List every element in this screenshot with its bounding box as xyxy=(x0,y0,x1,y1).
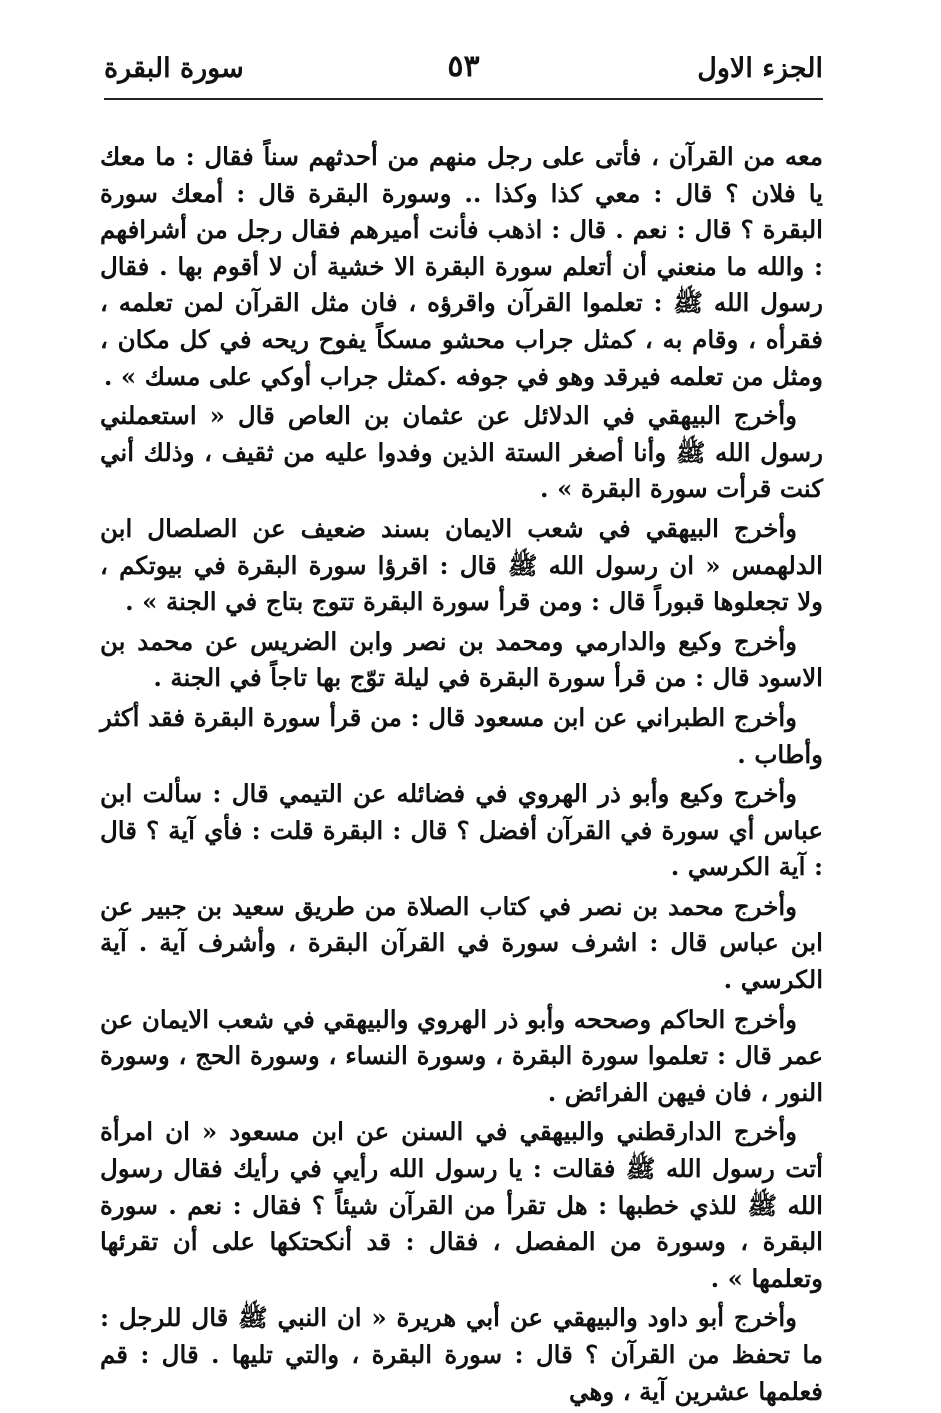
paragraph: وأخرج وكيع وأبو ذر الهروي في فضائله عن التيمي قال : سألت ابن عباس أي سورة في القرآن أفضل ؟ قال : البقرة قلت : فأي آية ؟ قال : آية الكرسي . xyxy=(100,779,823,882)
paragraph: وأخرج أبو داود والبيهقي عن أبي هريرة « ان النبي ﷺ قال للرجل : ما تحفظ من القرآن ؟ قال : سورة البقرة ، والتي تليها . قال : قم فعلمها عشرين آية ، وهي xyxy=(100,1303,823,1406)
paragraph: وأخرج محمد بن نصر في كتاب الصلاة من طريق سعيد بن جبير عن ابن عباس قال : اشرف سورة في القرآن البقرة ، وأشرف آية . آية الكرسي . xyxy=(100,891,823,995)
paragraph: وأخرج الدارقطني والبيهقي في السنن عن ابن مسعود « ان امرأة أتت رسول الله ﷺ فقالت : يا رسول الله رأيي في رأيك فقال رسول الله ﷺ للذي خطبها : هل تقرأ من القرآن شيئاً ؟ فقال : نعم . سورة البقرة ، وسورة من المفصل ، فقال : قد أنكحتكها على أن تقرئها وتعلمها » . xyxy=(100,1117,823,1293)
running-head-surah: سورة البقرة xyxy=(104,53,244,84)
header-rule xyxy=(104,98,823,100)
running-head-part: الجزء الاول xyxy=(697,53,823,84)
paragraph: وأخرج الحاكم وصححه وأبو ذر الهروي والبيهقي في شعب الايمان عن عمر قال : تعلموا سورة البقرة ، وسورة النساء ، وسورة الحج ، وسورة النور ، فان فيهن الفرائض . xyxy=(100,1004,823,1107)
page-number: ٥٣ xyxy=(447,49,480,84)
paragraph: معه من القرآن ، فأتى على رجل منهم من أحدثهم سناً فقال : ما معك يا فلان ؟ قال : معي كذا وكذا .. وسورة البقرة قال : أمعك سورة البقرة ؟ قال : نعم . قال : اذهب فأنت أميرهم فقال رجل من أشرافهم : والله ما منعني أن أتعلم سورة البقرة الا خشية أن لا أقوم بها . فقال رسول الله ﷺ : تعلموا القرآن واقرؤه ، فان مثل القرآن لمن تعلمه ، فقرأه ، وقام به ، كمثل جراب محشو مسكاً يفوح ريحه في كل مكان ، ومثل من تعلمه فيرقد وهو في جوفه .كمثل جراب أوكي على مسك » . xyxy=(100,142,823,391)
body-text xyxy=(100,139,823,1413)
page-header xyxy=(104,44,823,96)
paragraph: وأخرج البيهقي في شعب الايمان بسند ضعيف عن الصلصال ابن الدلهمس « ان رسول الله ﷺ قال : اقرؤا سورة البقرة في بيوتكم ، ولا تجعلوها قبوراً قال : ومن قرأ سورة البقرة تتوج بتاج في الجنة » . xyxy=(100,513,823,617)
paragraph: وأخرج البيهقي في الدلائل عن عثمان بن العاص قال « استعملني رسول الله ﷺ وأنا أصغر الستة الذين وفدوا عليه من ثقيف ، وذلك أني كنت قرأت سورة البقرة » . xyxy=(100,401,823,504)
paragraph: وأخرج وكيع والدارمي ومحمد بن نصر وابن الضريس عن محمد بن الاسود قال : من قرأ سورة البقرة في ليلة توّج بها تاجاً في الجنة . xyxy=(100,626,823,693)
paragraph: وأخرج الطبراني عن ابن مسعود قال : من قرأ سورة البقرة فقد أكثر وأطاب . xyxy=(100,702,823,769)
